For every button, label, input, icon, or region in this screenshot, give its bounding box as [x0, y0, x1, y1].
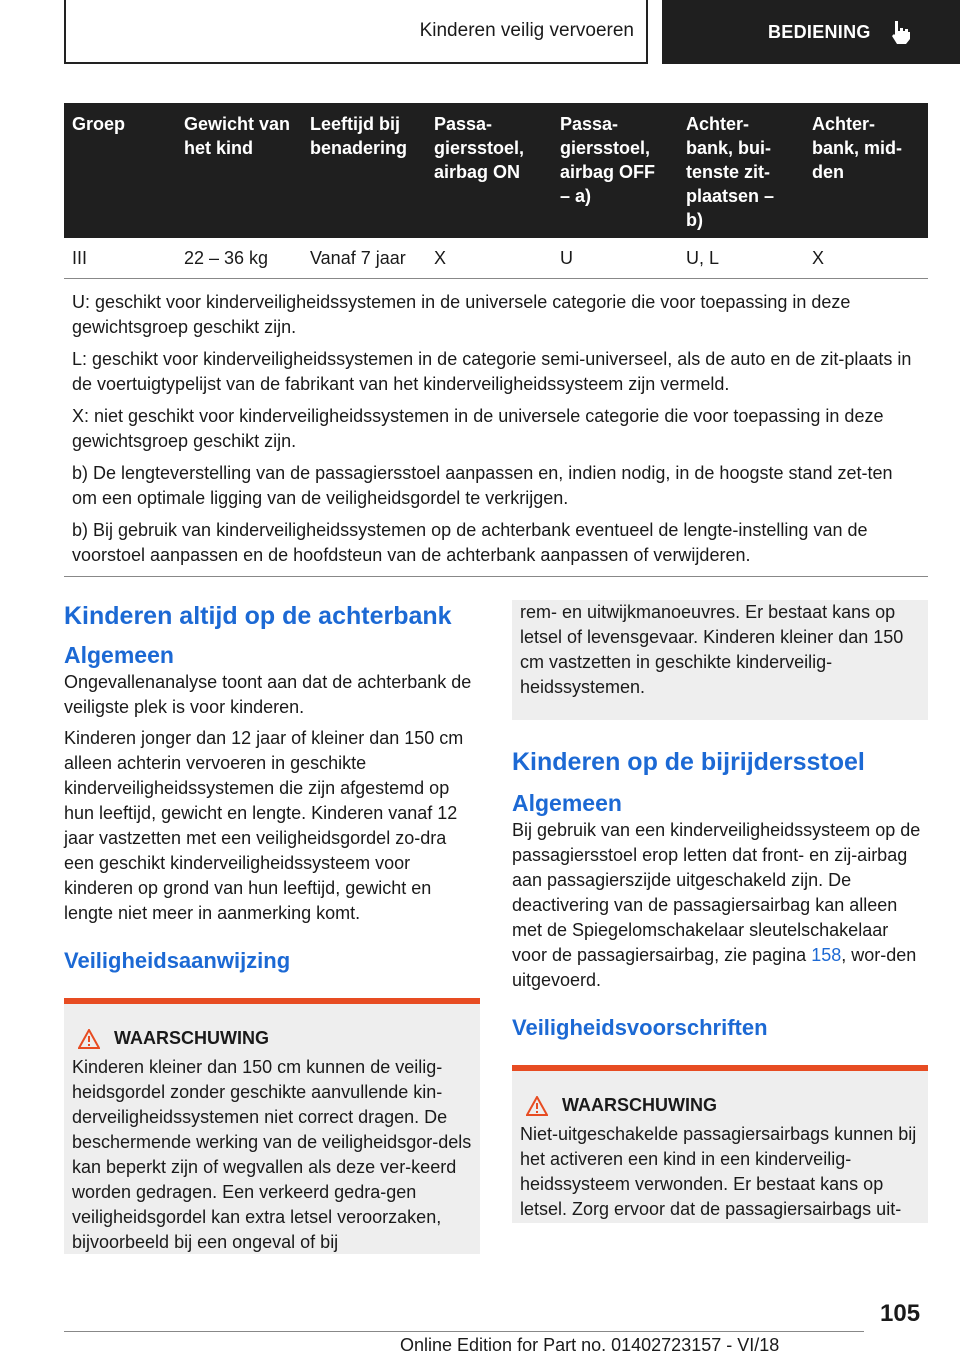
table-row [64, 238, 928, 279]
safety-heading: Veiligheidsaanwijzing [64, 948, 291, 973]
table-cell: Vanaf 7 jaar [302, 238, 426, 279]
header-chapter [662, 0, 960, 64]
header-section [64, 0, 648, 64]
warning-box [512, 1065, 928, 1223]
warning-box [64, 998, 480, 1254]
warning-triangle-icon [526, 1096, 548, 1116]
paragraph [512, 818, 928, 993]
warning-header [78, 1026, 472, 1051]
hand-pointer-icon [889, 19, 913, 45]
table-cell: X [804, 238, 928, 279]
column-header: Gewicht van het kind [176, 103, 302, 238]
warning-label: WAARSCHUWING [562, 1095, 717, 1115]
note-u: U: geschikt voor kinderveiligheidssystemen in de universele categorie die voor toepassing in deze gewichtsgroep geschikt zijn. [72, 292, 851, 337]
page-number: 105 [880, 1300, 921, 1327]
footer-divider [64, 1331, 864, 1332]
note-l: L: geschikt voor kinderveiligheidssystemen in de categorie semi-universeel, als de auto en de zit-plaats in de voertuigtypelijst van de fabrikant van het kinderveiligheidssysteem zijn vermeld. [72, 349, 912, 394]
warning-triangle-icon [78, 1029, 100, 1049]
right-column [512, 600, 928, 1223]
left-column [64, 600, 480, 1254]
table-header-row [64, 103, 928, 238]
column-header: Leeftijd bij benadering [302, 103, 426, 238]
table-cell: U [552, 238, 678, 279]
child-seat-table [64, 103, 928, 279]
column-header: Groep [64, 103, 176, 238]
column-header: Achter-bank, bui-tenste zit-plaatsen – b) [678, 103, 804, 238]
paragraph-text: Bij gebruik van een kinderveiligheidssysteem op de passagiersstoel erop letten dat front- en zij-airbag aan passagierszijde uitgeschakeld zijn. De deactivering van de passagiersairbag kan alleen met de Spiegelomschakelaar sleutelschakelaar voor de passagiersairbag, zie pagina [512, 820, 921, 965]
section-title: Kinderen op de bijrijdersstoel [512, 748, 865, 776]
column-header: Passa-giersstoel, airbag ON [426, 103, 552, 238]
warning-text: Kinderen kleiner dan 150 cm kunnen de veilig-heidsgordel zonder geschikte aanvullende kin-derveiligheidssystemen niet correct dragen. De beschermende werking van de veiligheidsgor-dels kan beperkt zijn of wegvallen als deze ver-keerd worden gedragen. Een verkeerd gedra-gen veiligheidsgordel kan extra letsel veroorzaken, bijvoorbeeld bij een ongeval of bij [72, 1057, 472, 1252]
note-b2: b) Bij gebruik van kinderveiligheidssystemen op de achterbank eventueel de lengte-instelling van de voorstoel aanpassen en de hoofdsteun van de achterbank aanpassen of verwijderen. [72, 520, 868, 565]
section-title: Kinderen altijd op de achterbank [64, 602, 452, 630]
table-cell: 22 – 36 kg [176, 238, 302, 279]
page-link[interactable]: 158 [811, 945, 842, 965]
note-b1: b) De lengteverstelling van de passagiersstoel aanpassen en, indien nodig, in de hoogste stand zet-ten om een optimale ligging van de veiligheidsgordel te verkrijgen. [72, 463, 893, 508]
warning-label: WAARSCHUWING [114, 1028, 269, 1048]
column-header: Achter-bank, mid-den [804, 103, 928, 238]
table-notes [72, 290, 922, 575]
column-header: Passa-giersstoel, airbag OFF – a) [552, 103, 678, 238]
table-cell: III [64, 238, 176, 279]
paragraph-text: , wor-den uitgevoerd. [512, 945, 917, 990]
footer-edition: Online Edition for Part no. 01402723157 - VI/18 [400, 1335, 780, 1355]
header-section-title: Kinderen veilig vervoeren [419, 20, 634, 41]
section-subtitle: Algemeen [64, 642, 174, 668]
header-chapter-title: BEDIENING [768, 21, 871, 42]
section-subtitle: Algemeen [512, 790, 622, 816]
paragraph: Kinderen jonger dan 12 jaar of kleiner dan 150 cm alleen achterin vervoeren in geschikte kinderveiligheidssystemen die zijn afgestemd op hun leeftijd, gewicht en lengte. Kinderen vanaf 12 jaar vastzetten met een veiligheidsgordel zo-dra een geschikt kinderveiligheidssysteem voor kinderen op grond van hun leeftijd, gewicht en lengte niet meer in aanmerking komt. [64, 728, 464, 923]
warning-continued: rem- en uitwijkmanoeuvres. Er bestaat kans op letsel of levensgevaar. Kinderen kleiner dan 150 cm vastzetten in geschikte kinderveilig-heidssystemen. [512, 600, 928, 720]
section-divider [64, 576, 928, 577]
table-cell: X [426, 238, 552, 279]
safety-heading: Veiligheidsvoorschriften [512, 1015, 768, 1040]
warning-text: Niet-uitgeschakelde passagiersairbags kunnen bij het activeren een kind in een kinderveilig-heidssysteem verwonden. Er bestaat kans op letsel. Zorg ervoor dat de passagiersairbags uit- [520, 1124, 917, 1219]
paragraph: Ongevallenanalyse toont aan dat de achterbank de veiligste plek is voor kinderen. [64, 672, 472, 717]
note-x: X: niet geschikt voor kinderveiligheidssystemen in de universele categorie die voor toepassing in deze gewichtsgroep geschikt zijn. [72, 406, 884, 451]
warning-header [526, 1093, 920, 1118]
table-cell: U, L [678, 238, 804, 279]
